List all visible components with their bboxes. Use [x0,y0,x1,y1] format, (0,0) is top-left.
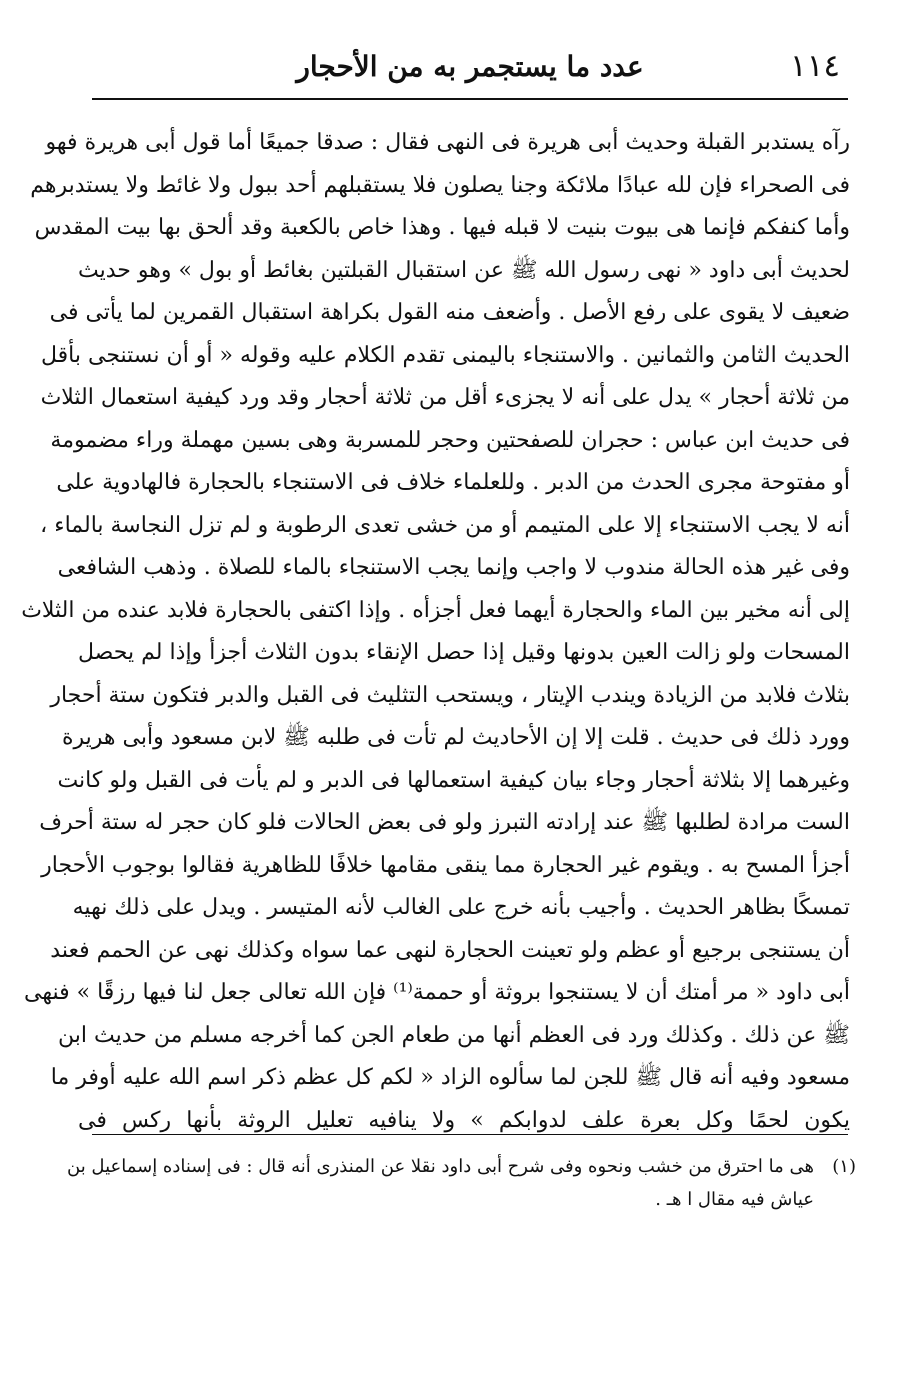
text-line: الحديث الثامن والثمانين . والاستنجاء باليمنى تقدم الكلام عليه وقوله « أو أن نستنجى بأقل [40,342,850,368]
text-line: أجزأ المسح به . ويقوم غير الحجارة مما ينقى مقامها خلافًا للظاهرية فقالوا بوجوب الأحجار [41,852,850,878]
footnote-line [84,1183,856,1216]
running-title: عدد ما يستجمر به من الأحجار [296,50,644,83]
text-line: فى حديث ابن عباس : حجران للصفحتين وحجر للمسربة وهى بسين مهملة وراء مضمومة [50,427,850,453]
text-line: وأما كنفكم فإنما هى بيوت بنيت لا قبله فيها . وهذا خاص بالكعبة وقد ألحق بها بيت المقدس [34,215,850,240]
text-line: من ثلاثة أحجار » يدل على أنه لا يجزىء أقل من ثلاثة أحجار وقد ورد كيفية استعمال الثلاث [40,385,850,410]
footnote-separator [92,1134,848,1135]
text-line: إلى أنه مخير بين الماء والحجارة أيهما فعل أجزأه . وإذا اكتفى بالحجارة فلابد عنده من الثلاث [21,597,850,623]
text-line: وغيرهما إلا بثلاثة أحجار وجاء بيان كيفية استعمالها فى الدبر و لم يأت فى القبل ولو كانت [57,767,850,793]
text-line: يكون لحمًا وكل بعرة علف لدوابكم » ولا ينافيه تعليل الروثة بأنها ركس فى [78,1107,850,1133]
text-line: تمسكًا بظاهر الحديث . وأجيب بأنه خرج على الغالب لأنه المتيسر . ويدل على ذلك نهيه [72,895,850,920]
text-line: أن يستنجى برجيع أو عظم ولو تعينت الحجارة لنهى عما سواه وكذلك نهى عن الحمم فعند [50,937,850,963]
text-line: ضعيف لا يقوى على رفع الأصل . وأضعف منه القول بكراهة استقبال القمرين لما يأتى فى [49,300,850,325]
text-line: الست مرادة لطلبها ﷺ عند إرادته التبرز ولو فى بعض الحالات فلو كان حجر له ستة أحرف [39,810,850,835]
footnotes [67,1150,856,1216]
page-number: ١١٤ [790,48,840,84]
text-line: أو مفتوحة مجرى الحدث من الدبر . وللعلماء خلاف فى الاستنجاء بالحجارة فالهادوية على [56,470,850,495]
main-text [21,122,850,1142]
text-line: أبى داود « مر أمتك أن لا يستنجوا بروثة أو حممة⁽¹⁾ فإن الله تعالى جعل لنا فيها رزقًا » فنهى [24,980,850,1005]
text-line: مسعود وفيه أنه قال ﷺ للجن لما سألوه الزاد « لكم كل عظم ذكر اسم الله عليه أوفر ما [50,1065,850,1090]
header-rule [92,98,848,100]
text-line: بثلاث فلابد من الزيادة ويندب الإيتار ، ويستحب التثليث فى القبل والدبر فتكون ستة أحجار [50,682,850,708]
text-line: فى الصحراء فإن لله عبادًا ملائكة وجنا يصلون فلا يستقبلهم أحد ببول ولا غائط ولا يستدبرهم [30,172,850,198]
text-line: لحديث أبى داود « نهى رسول الله ﷺ عن استقبال القبلتين بغائط أو بول » وهو حديث [78,257,850,283]
footnote-line [67,1150,856,1183]
text-line: أنه لا يجب الاستنجاء إلا على المتيمم أو من خشى تعدى الرطوبة و لم تزل النجاسة بالماء ، [40,512,850,538]
footnote-text: هى ما احترق من خشب ونحوه وفى شرح أبى داود نقلا عن المنذرى أنه قال : فى إسناده إسماعيل بن [67,1156,814,1177]
text-line: وورد ذلك فى حديث . قلت إلا إن الأحاديث لم تأت فى طلبه ﷺ لابن مسعود وأبى هريرة [62,725,850,750]
footnote-text: عياش فيه مقال ا هـ . [655,1189,814,1210]
text-line: رآه يستدبر القبلة وحديث أبى هريرة فى النهى فقال : صدقا جميعًا أما قول أبى هريرة فهو [45,130,850,155]
page-header [92,38,848,100]
text-line: ﷺ عن ذلك . وكذلك ورد فى العظم أنها من طعام الجن كما أخرجه مسلم من حديث ابن [58,1022,850,1048]
footnote-marker: (١) [832,1156,856,1177]
text-line: المسحات ولو زالت العين بدونها وقيل إذا حصل الإنقاء بدون الثلاث أجزأ وإذا لم يحصل [78,640,850,665]
text-line: وفى غير هذه الحالة مندوب لا واجب وإنما يجب الاستنجاء بالماء للصلاة . وذهب الشافعى [57,555,850,580]
